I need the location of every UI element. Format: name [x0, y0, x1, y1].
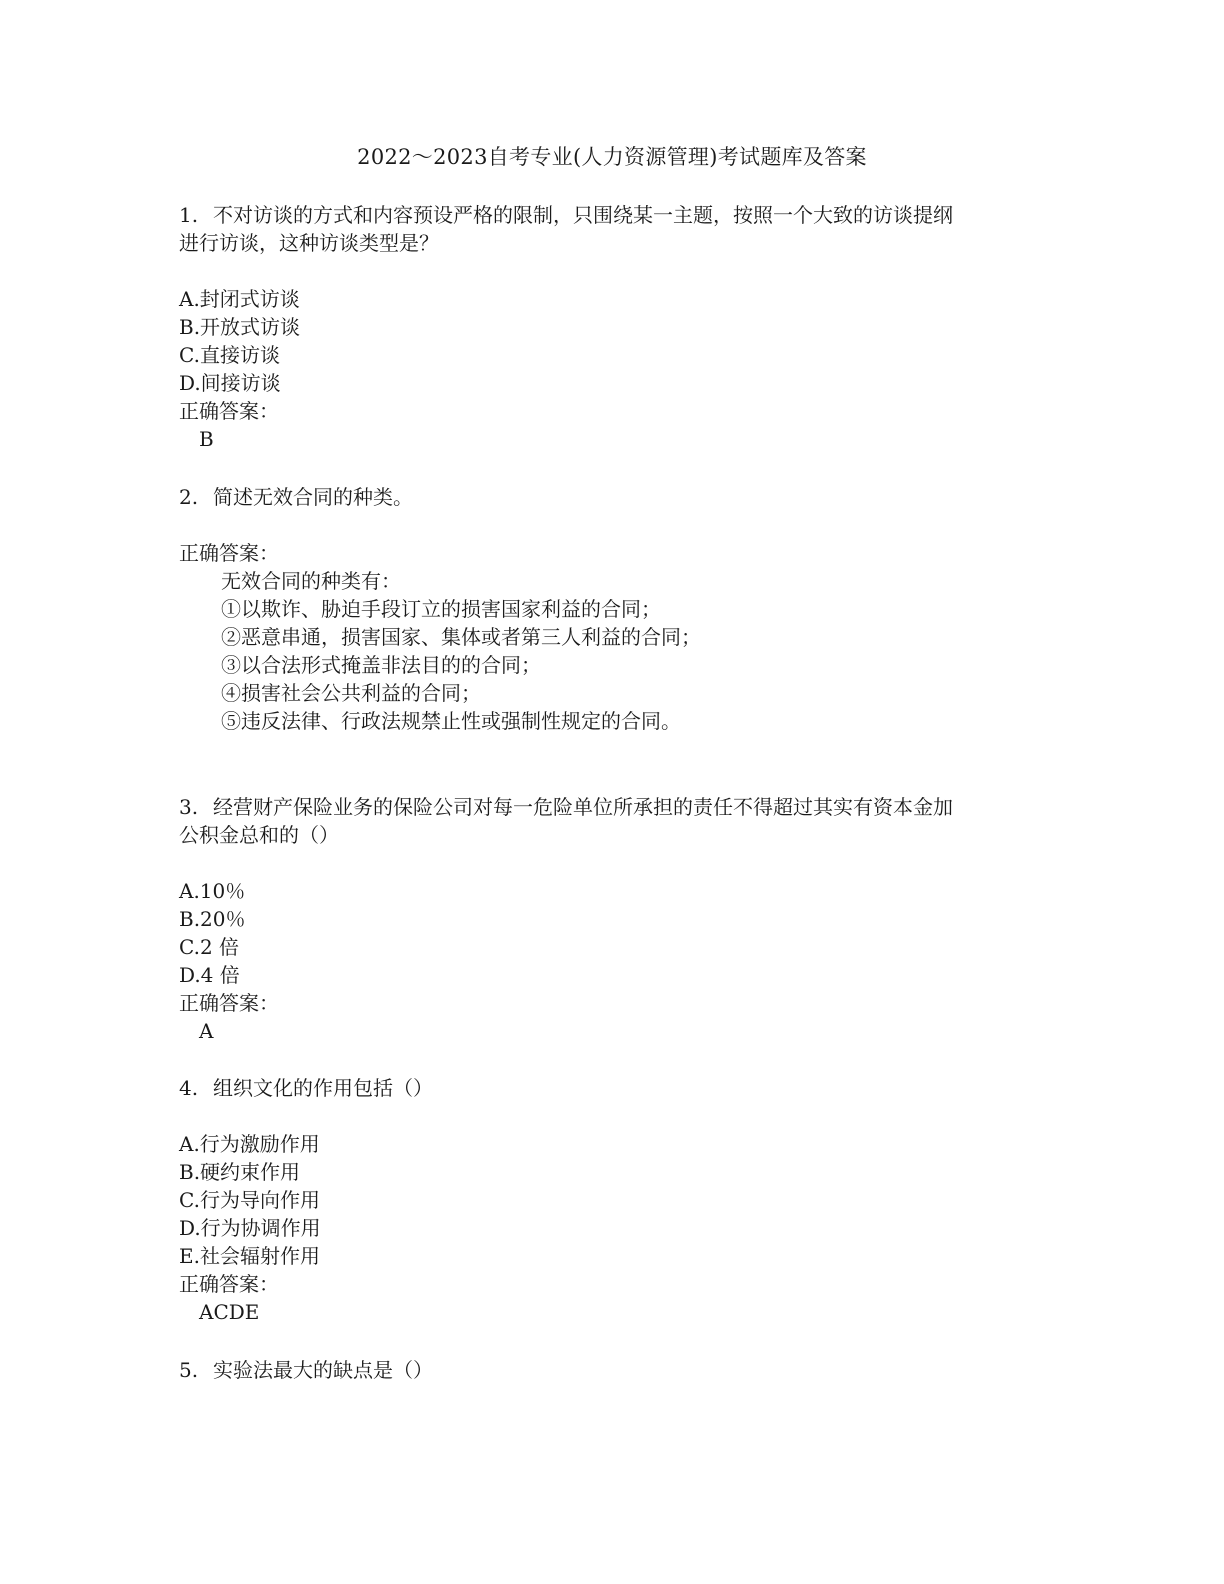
answer-label: 正确答案：: [179, 399, 279, 423]
options-list: [179, 285, 1029, 397]
answer-line: ③以合法形式掩盖非法目的的合同；: [221, 653, 541, 677]
answer-value: ACDE: [199, 1300, 260, 1324]
question-4-stem: [179, 1074, 1029, 1102]
option-d: D.行为协调作用: [179, 1216, 321, 1240]
answer-label: 正确答案：: [179, 1272, 279, 1296]
option-d: D.4 倍: [179, 963, 240, 987]
question-number: 2.: [179, 485, 199, 509]
answer-line: ①以欺诈、胁迫手段订立的损害国家利益的合同；: [221, 597, 661, 621]
question-3-stem: [179, 793, 1029, 821]
question-text: 经营财产保险业务的保险公司对每一危险单位所承担的责任不得超过其实有资本金加: [213, 795, 953, 819]
question-1: [179, 201, 1029, 453]
answer-line: ⑤违反法律、行政法规禁止性或强制性规定的合同。: [221, 709, 681, 733]
question-number: 4.: [179, 1076, 199, 1100]
option-b: B.硬约束作用: [179, 1160, 301, 1184]
question-text: 不对访谈的方式和内容预设严格的限制，只围绕某一主题，按照一个大致的访谈提纲: [213, 203, 953, 227]
option-c: C.行为导向作用: [179, 1188, 320, 1212]
option-b: B.开放式访谈: [179, 315, 301, 339]
question-text: 组织文化的作用包括（）: [213, 1076, 433, 1100]
answer-line: 无效合同的种类有：: [221, 569, 401, 593]
document-title: 2022～2023自考专业(人力资源管理)考试题库及答案: [357, 145, 867, 169]
options-list: [179, 877, 1029, 989]
answer-label: 正确答案：: [179, 541, 279, 565]
answer-line: ②恶意串通，损害国家、集体或者第三人利益的合同；: [221, 625, 701, 649]
question-1-stem-cont: 进行访谈，这种访谈类型是？: [179, 231, 439, 255]
question-number: 5.: [179, 1358, 199, 1382]
question-number: 3.: [179, 795, 199, 819]
option-b: B.20％: [179, 907, 246, 931]
question-3-stem-cont: 公积金总和的（）: [179, 823, 339, 847]
option-a: A.封闭式访谈: [179, 287, 300, 311]
option-c: C.2 倍: [179, 935, 240, 959]
question-number: 1.: [179, 203, 199, 227]
option-d: D.间接访谈: [179, 371, 281, 395]
answer-value: A: [199, 1019, 214, 1043]
answer-value: B: [199, 427, 214, 451]
answer-label: 正确答案：: [179, 991, 279, 1015]
options-list: [179, 1130, 1029, 1270]
question-text: 实验法最大的缺点是（）: [213, 1358, 433, 1382]
question-2-stem: [179, 483, 1029, 511]
question-5-stem: [179, 1356, 1029, 1384]
answer-line: ④损害社会公共利益的合同；: [221, 681, 481, 705]
option-c: C.直接访谈: [179, 343, 280, 367]
question-1-stem: [179, 201, 1029, 229]
option-a: A.行为激励作用: [179, 1132, 320, 1156]
option-e: E.社会辐射作用: [179, 1244, 320, 1268]
question-5: [179, 1356, 1029, 1384]
option-a: A.10％: [179, 879, 246, 903]
answer-text-block: [179, 567, 1029, 735]
question-text: 简述无效合同的种类。: [213, 485, 413, 509]
question-3: [179, 793, 1029, 1045]
question-4: [179, 1074, 1029, 1326]
question-2: [179, 483, 1029, 735]
